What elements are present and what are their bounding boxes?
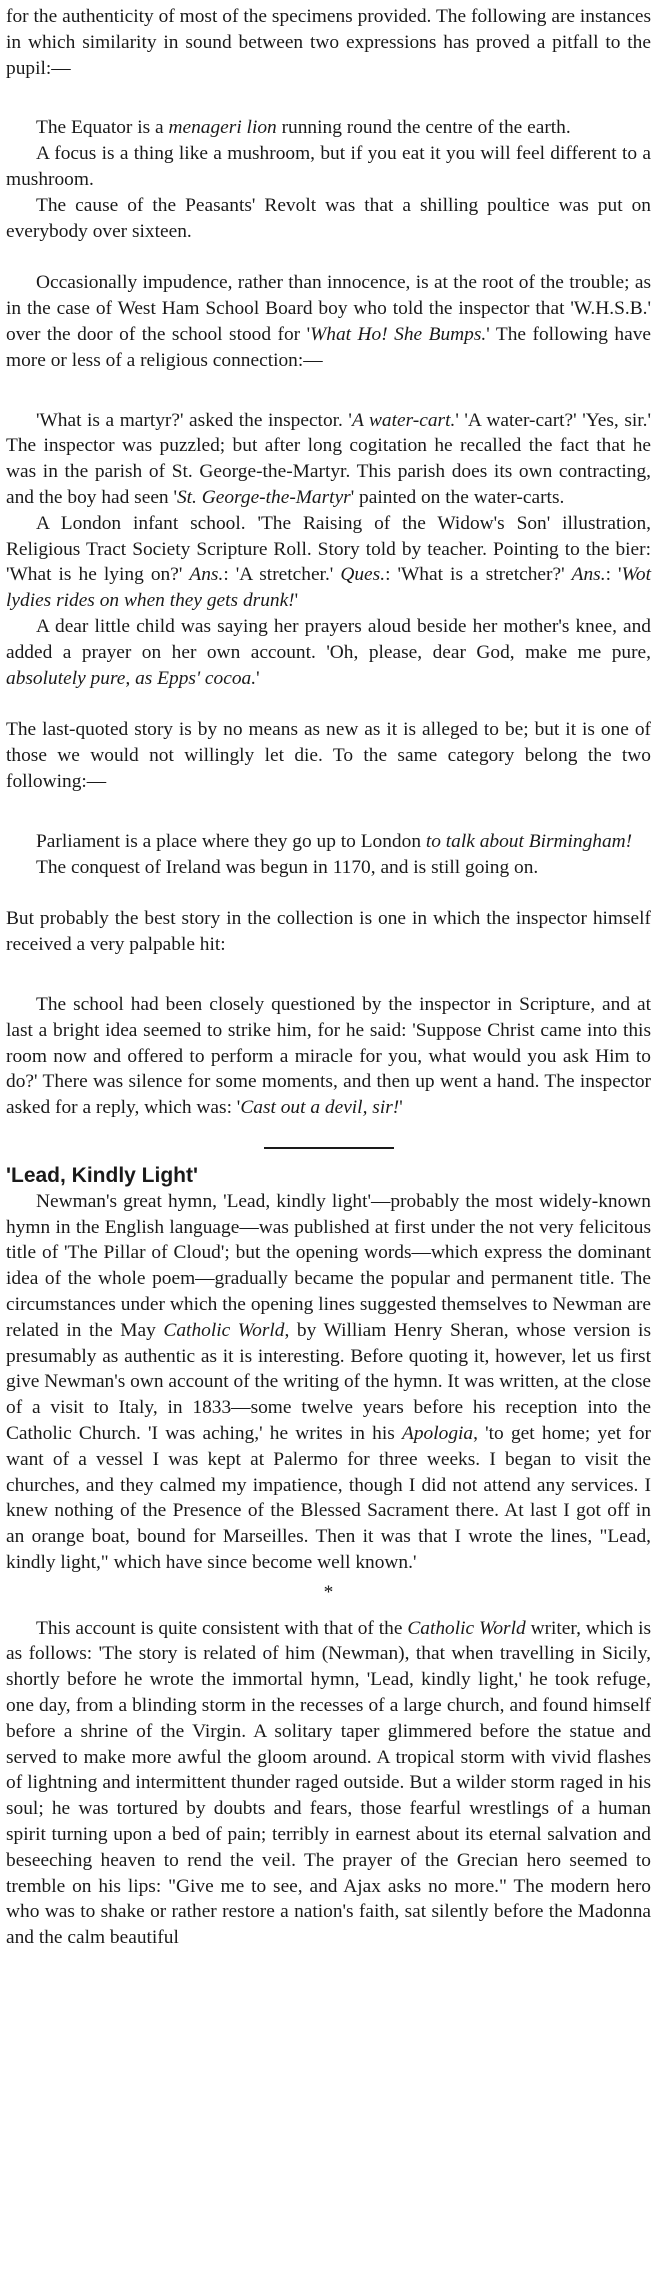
story-widow — [6, 511, 651, 614]
section-header — [6, 1147, 651, 1189]
story-inspector-hit — [6, 992, 651, 1121]
section-divider — [264, 1147, 394, 1149]
emphasis: menageri lion — [168, 117, 277, 139]
emphasis: Catholic World — [407, 1617, 526, 1639]
text-run: Parliament is a place where they go up to London — [36, 830, 426, 852]
best-story-paragraph: But probably the best story in the collection is one in which the inspector himself received a very palpable hit: — [6, 908, 651, 956]
emphasis: to talk about Birmingham! — [425, 830, 633, 852]
text-run: The Equator is a — [36, 117, 169, 139]
intro-paragraph: for the authenticity of most of the specimens provided. The following are instances in which similarity in sound between two expressions has proved a pitfall to the pupil:— — [6, 6, 651, 79]
emphasis: Cast out a devil, sir! — [240, 1097, 400, 1119]
text-run: 'What is a martyr?' asked the inspector. ' — [36, 409, 352, 431]
emphasis: Ans. — [571, 564, 606, 586]
emphasis: Ques. — [340, 564, 386, 586]
text-run: : ' — [605, 564, 622, 586]
text-run: : 'What is a stretcher?' — [385, 564, 572, 586]
text-run: The school had been closely questioned by the inspector in Scripture, and at last a bright idea seemed to strike him, for he said: 'Suppose Christ came into this room now and offered to perform a miracle for you, what would you ask Him to do?' There was silence for some moments, and then up went a hand. The inspector asked for a reply, which was: ' — [6, 993, 651, 1119]
text-run: running round the centre of the earth. — [276, 117, 571, 139]
emphasis: Ans. — [189, 564, 224, 586]
text-run: ' 'A water-cart?' 'Yes, sir.' The inspector was puzzled; but after long cogitation he recalled the fact that he was in the parish of St. George-the-Martyr. This parish does its own contracting, and the boy had seen ' — [6, 409, 651, 508]
story-martyr — [6, 408, 651, 511]
text-run: : 'A stretcher.' — [223, 564, 341, 586]
text-run: writer, which is as follows: 'The story is related of him (Newman), that when travelling in Sicily, shortly before he wrote the immortal hymn, 'Lead, kindly light,' he took refuge, one day, from a blinding storm in the recesses of a large church, and found himself before a shrine of the Virgin. A solitary taper glimmered before the statue and served to make more awful the gloom around. A tropical storm with vivid flashes of lightning and intermittent thunder raged outside. But a wilder storm raged in his soul; he was tortured by doubts and fears, those fearful wrestlings of a human spirit turning upon a bed of pain; terribly in earnest about its eternal salvation and beseeching heaven to rend the veil. The prayer of the Grecian hero seemed to tremble on his lips: "Give me to see, and Ajax asks no more." The modern hero who was to shake or rather restore a nation's faith, sat silently before the Madonna and the calm beautiful — [6, 1617, 652, 1949]
emphasis: Wot lydies rides on when they gets drunk! — [6, 564, 651, 612]
emphasis: Catholic World — [163, 1319, 285, 1341]
section-heading: 'Lead, Kindly Light' — [6, 1163, 198, 1187]
text-run: ' painted on the water-carts. — [350, 486, 565, 508]
text-run: Newman's great hymn, 'Lead, kindly light'—probably the most widely-known hymn in the English language—was published at first under the not very felicitous title of 'The Pillar of Cloud'; but the opening words—which express the dominant idea of the whole poem—gradually became the popular and permanent title. The circumstances under which the opening lines suggested themselves to Newman are related in the May — [6, 1190, 651, 1341]
howler-parliament — [6, 829, 651, 855]
text-run: This account is quite consistent with that of the — [36, 1617, 408, 1639]
asterisk-separator: * — [323, 1581, 334, 1603]
text-run: Occasionally impudence, rather than innocence, is at the root of the trouble; as in the case of West Ham School Board boy who told the inspector that 'W.H.S.B.' over the door of the school stood for ' — [6, 272, 651, 345]
howler-focus: A focus is a thing like a mushroom, but if you eat it you will feel different to a mushroom. — [6, 143, 651, 190]
howler-ireland: The conquest of Ireland was begun in 1170, and is still going on. — [36, 856, 539, 878]
impudence-paragraph — [6, 270, 651, 373]
text-run: , by William Henry Sheran, whose version is presumably as authentic as it is interesting. Before quoting it, however, let us first give Newman's own account of the writing of the hymn. It was written, at the close of a visit to Italy, in 1833—some twelve years before his reception into the Catholic Church. 'I was aching,' he writes in his — [6, 1319, 651, 1445]
text-run: A dear little child was saying her prayers aloud beside her mother's knee, and added a prayer on her own account. 'Oh, please, dear God, make me pure, — [6, 615, 651, 663]
text-run: ' The following have more or less of a religious connection:— — [6, 323, 651, 371]
emphasis: absolutely pure, as Epps' cocoa. — [6, 667, 257, 689]
story-prayer — [6, 614, 651, 691]
text-run: A London infant school. 'The Raising of the Widow's Son' illustration, Religious Tract Society Scripture Roll. Story told by teacher. Pointing to the bier: 'What is he lying on?' — [6, 512, 651, 586]
emphasis: A water-cart. — [351, 409, 456, 431]
text-run: ' — [294, 590, 299, 612]
howler-peasants: The cause of the Peasants' Revolt was that a shilling poultice was put on everybody over sixteen. — [6, 194, 651, 242]
text-run: , 'to get home; yet for want of a vessel I was kept at Palermo for three weeks. I began to visit the churches, and they calmed my impatience, though I did not attend any services. I knew nothing of the Presence of the Blessed Sacrament there. At last I got off in an orange boat, bound for Marseilles. Then it was that I wrote the lines, "Lead, kindly light," which have since become well known.' — [6, 1423, 652, 1574]
emphasis: Apologia — [402, 1423, 474, 1445]
howler-equator — [6, 115, 651, 141]
last-quoted-paragraph: The last-quoted story is by no means as new as it is alleged to be; but it is one of those we would not willingly let die. To the same category belong the two following:— — [6, 719, 651, 792]
text-run: ' — [256, 667, 260, 689]
text-run: ' — [399, 1097, 403, 1119]
catholic-world-paragraph — [6, 1616, 651, 1951]
newman-paragraph — [6, 1189, 651, 1576]
emphasis: What Ho! She Bumps. — [310, 323, 487, 345]
emphasis: St. George-the-Martyr — [176, 486, 351, 508]
